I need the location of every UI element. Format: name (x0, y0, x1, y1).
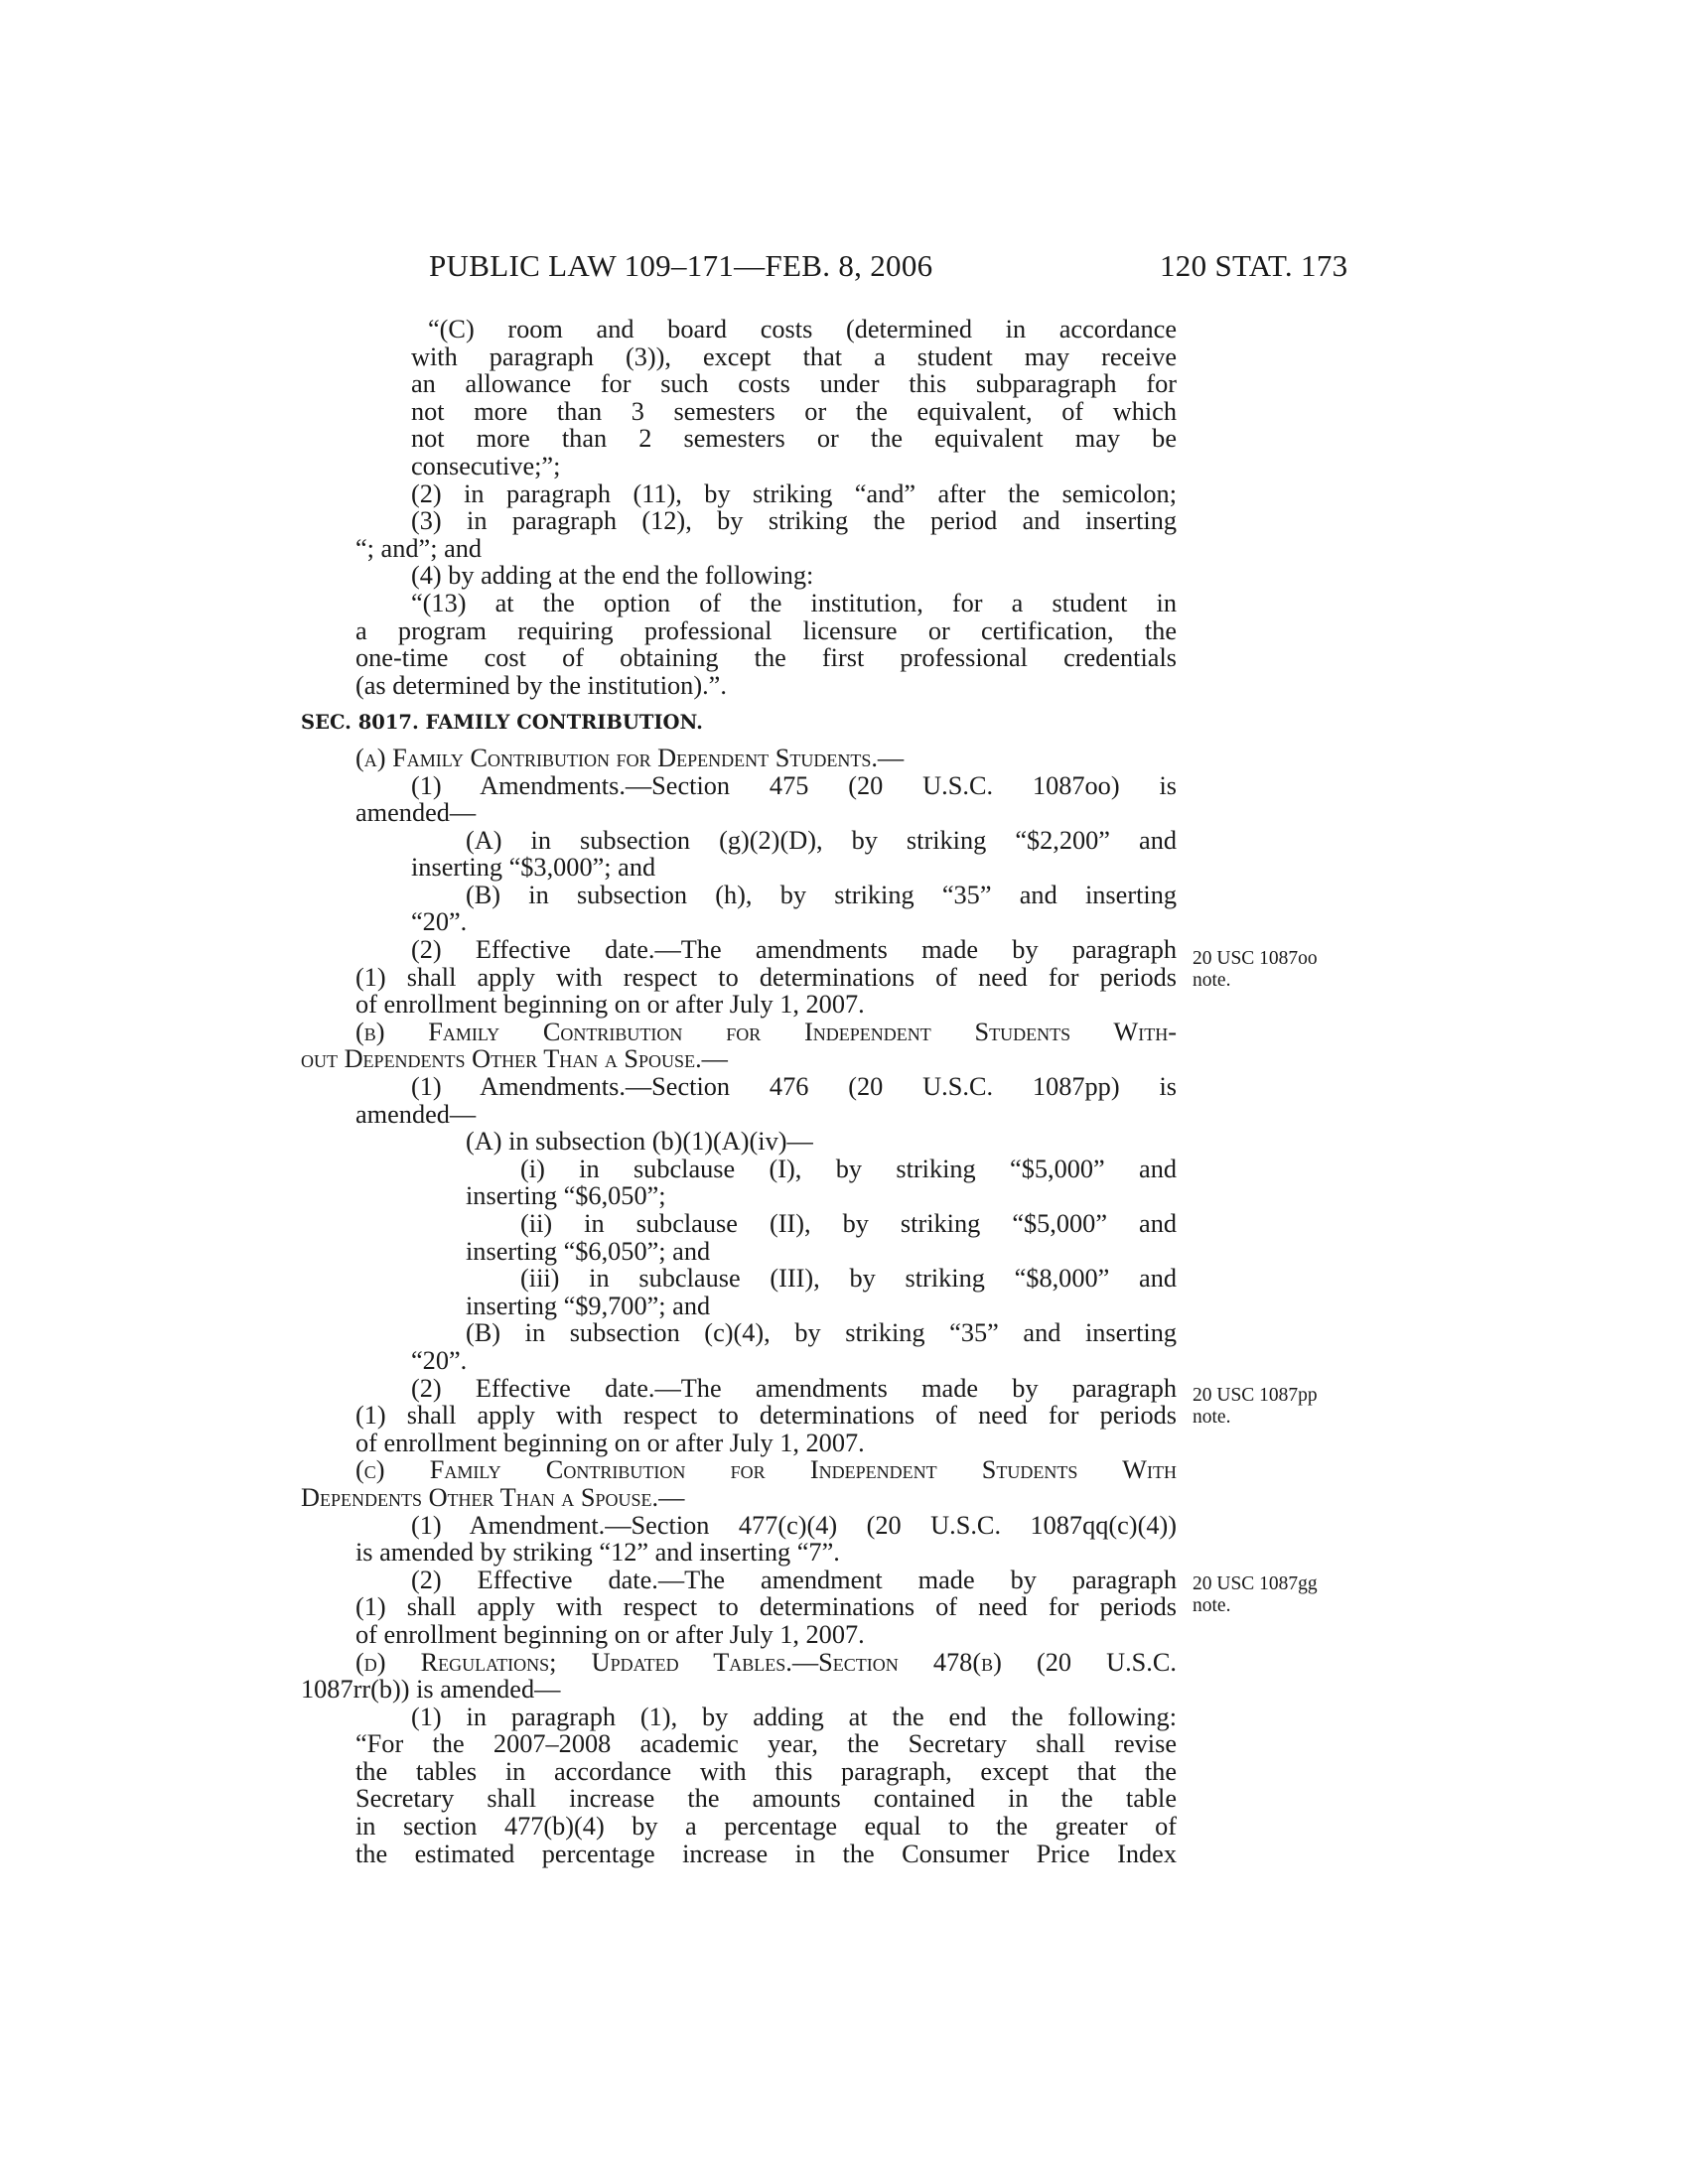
subsection-heading: out Dependents Other Than a Spouse.— (301, 1044, 728, 1074)
running-header: PUBLIC LAW 109–171—FEB. 8, 2006 (429, 248, 933, 283)
text-line: (1) shall apply with respect to determinations of need for periods (355, 962, 1177, 992)
text-line: one-time cost of obtaining the first professional credentials (355, 643, 1177, 673)
text-line: (1) in paragraph (1), by adding at the end the following: (411, 1702, 1177, 1731)
text-line: “(13) at the option of the institution, for a student in (411, 588, 1177, 617)
margin-note (1193, 1385, 1318, 1429)
text-line: not more than 3 semesters or the equivalent, of which (411, 396, 1177, 426)
text-line: consecutive;”; (411, 451, 561, 480)
margin-note-label: note. (1193, 1595, 1231, 1616)
subsection-heading: (d) Regulations; Updated Tables.—Section 478(b) (20 U.S.C. (355, 1647, 1177, 1677)
text-line: (1) Amendments.—Section 476 (20 U.S.C. 1087pp) is (411, 1072, 1177, 1102)
text-line: the tables in accordance with this paragraph, except that the (355, 1756, 1177, 1786)
margin-note-label: note. (1193, 1407, 1231, 1428)
text-line: inserting “$9,700”; and (466, 1291, 711, 1320)
text-line: (3) in paragraph (12), by striking the period and inserting (411, 506, 1177, 536)
text-line: (iii) in subclause (III), by striking “$8,000” and (520, 1264, 1177, 1294)
text-line: (4) by adding at the end the following: (411, 561, 814, 591)
text-line: a program requiring professional licensure or certification, the (355, 615, 1177, 645)
text-line: (B) in subsection (h), by striking “35” and inserting (466, 880, 1177, 909)
margin-note-citation: 20 USC 1087oo (1193, 948, 1318, 969)
text-line: “20”. (411, 907, 468, 937)
text-line: (A) in subsection (b)(1)(A)(iv)— (466, 1127, 813, 1157)
text-line: “; and”; and (355, 533, 483, 563)
page-number: 120 STAT. 173 (1160, 248, 1348, 283)
margin-note-label: note. (1193, 970, 1231, 991)
text-line: amended— (355, 798, 477, 828)
margin-note-citation: 20 USC 1087gg (1193, 1573, 1318, 1594)
text-line: with paragraph (3)), except that a student may receive (411, 341, 1177, 371)
text-line: of enrollment beginning on or after July 1, 2007. (355, 990, 865, 1020)
subsection-heading: Dependents Other Than a Spouse.— (301, 1482, 685, 1512)
text-line: an allowance for such costs under this subparagraph for (411, 369, 1177, 399)
subsection-heading: (b) Family Contribution for Independent Students With- (355, 1017, 1177, 1046)
margin-note-citation: 20 USC 1087pp (1193, 1385, 1318, 1406)
text-line: “For the 2007–2008 academic year, the Secretary shall revise (355, 1729, 1177, 1759)
text-line: (2) Effective date.—The amendments made by paragraph (411, 935, 1177, 965)
text-line: “(C) room and board costs (determined in accordance (428, 315, 1177, 343)
margin-note (1193, 1573, 1318, 1617)
text-line: inserting “$6,050”; (466, 1181, 666, 1211)
text-line: (2) Effective date.—The amendments made by paragraph (411, 1373, 1177, 1403)
body-text (301, 316, 1177, 1867)
subsection-heading: (a) Family Contribution for Dependent Students.— (355, 743, 905, 772)
text-line: (as determined by the institution).”. (355, 670, 727, 700)
text-line: (1) Amendments.—Section 475 (20 U.S.C. 1087oo) is (411, 770, 1177, 800)
text-line: of enrollment beginning on or after July 1, 2007. (355, 1619, 865, 1649)
text-line: inserting “$6,050”; and (466, 1236, 711, 1266)
margin-note (1193, 948, 1318, 992)
text-line: (1) shall apply with respect to determinations of need for periods (355, 1592, 1177, 1622)
text-line: (B) in subsection (c)(4), by striking “35” and inserting (466, 1318, 1177, 1348)
text-line: (A) in subsection (g)(2)(D), by striking “$2,200” and (466, 825, 1177, 855)
text-line: not more than 2 semesters or the equivalent may be (411, 424, 1177, 454)
text-line: amended— (355, 1099, 477, 1129)
text-line: is amended by striking “12” and inserting “7”. (355, 1538, 840, 1568)
text-line: inserting “$3,000”; and (411, 853, 656, 883)
text-line: (1) Amendment.—Section 477(c)(4) (20 U.S.C. 1087qq(c)(4)) (411, 1510, 1177, 1540)
section-heading: SEC. 8017. FAMILY CONTRIBUTION. (301, 711, 703, 735)
text-line: (2) in paragraph (11), by striking “and” after the semicolon; (411, 478, 1177, 508)
text-line: in section 477(b)(4) by a percentage equal to the greater of (355, 1812, 1177, 1842)
text-line: of enrollment beginning on or after July 1, 2007. (355, 1428, 865, 1457)
text-line: the estimated percentage increase in the Consumer Price Index (355, 1839, 1177, 1868)
text-line: 1087rr(b)) is amended— (301, 1675, 561, 1705)
text-line: (i) in subclause (I), by striking “$5,000” and (520, 1154, 1177, 1183)
subsection-heading: (c) Family Contribution for Independent Students With (355, 1455, 1177, 1485)
text-line: (ii) in subclause (II), by striking “$5,000” and (520, 1209, 1177, 1238)
text-line: Secretary shall increase the amounts contained in the table (355, 1784, 1177, 1814)
text-line: “20”. (411, 1345, 468, 1375)
text-line: (1) shall apply with respect to determinations of need for periods (355, 1401, 1177, 1431)
text-line: (2) Effective date.—The amendment made by paragraph (411, 1565, 1177, 1594)
